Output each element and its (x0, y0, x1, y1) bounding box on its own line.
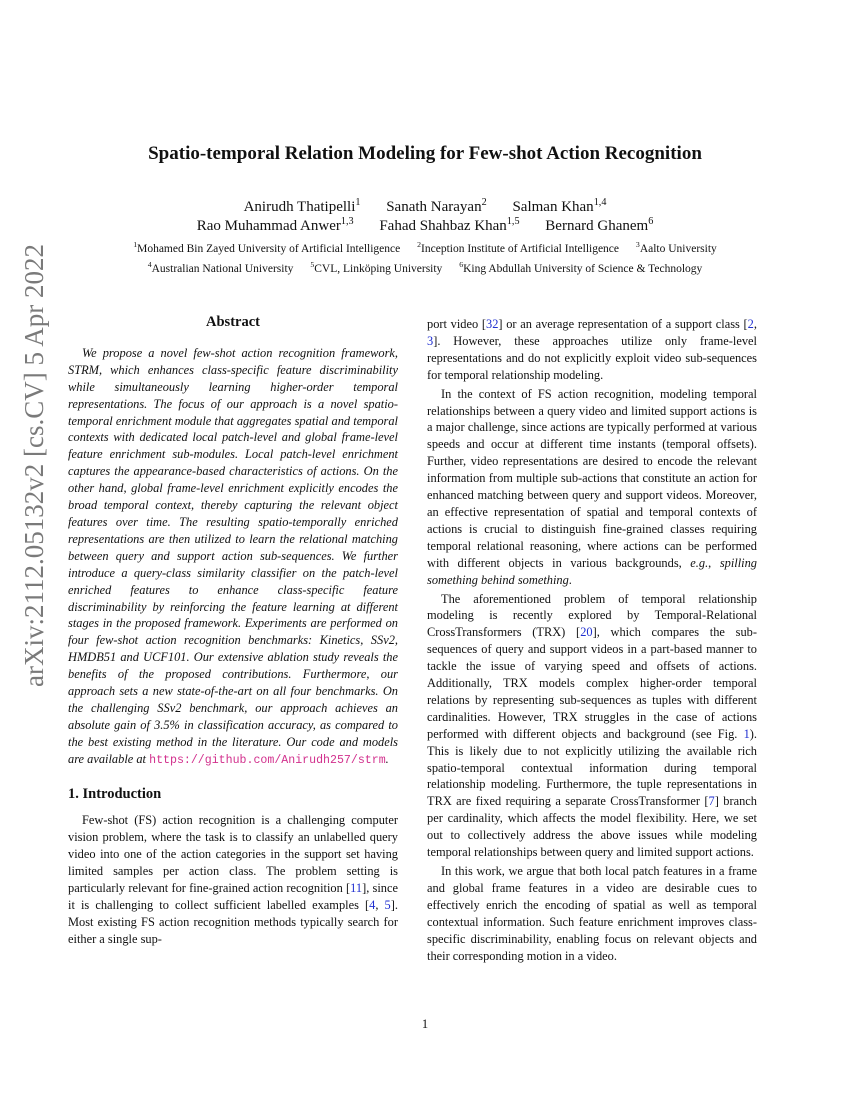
affiliation (133, 240, 401, 255)
author-name: Rao Muhammad Anwer (196, 218, 341, 234)
author (386, 199, 486, 215)
author (512, 199, 606, 215)
abstract-heading: Abstract (206, 314, 260, 330)
affiliation-mark: 5 (310, 260, 315, 270)
author-affiliation-mark: 2 (481, 197, 487, 208)
author-list (0, 198, 850, 236)
abstract-text (68, 345, 398, 770)
affiliation-mark: 3 (635, 240, 640, 250)
emphasis: e.g. (690, 555, 709, 570)
text-run: ]. Most existing FS action recognition methods typically search for either a single sup- (68, 898, 398, 946)
affiliation-name: Mohamed Bin Zayed University of Artificial Intelligence (137, 243, 401, 255)
affiliation-name: Australian National University (151, 263, 294, 275)
author (379, 218, 519, 234)
text-run: ], since it is challenging to collect sufficient labelled examples [ (68, 881, 398, 912)
text-run: ). This is likely due to not explicitly utilizing the available rich spatio-temporal contextual information during temporal relationship modeling. Furthermore, the tuple representations in TRX are fixed requiring a separate CrossTransformer [ (427, 726, 757, 809)
author-name: Fahad Shahbaz Khan (379, 218, 507, 234)
author (244, 199, 361, 215)
affiliation-name: CVL, Linköping University (314, 263, 443, 275)
author-name: Anirudh Thatipelli (243, 199, 356, 215)
arxiv-identifier: arXiv:2112.05132v2 [cs.CV] 5 Apr 2022 (19, 244, 49, 687)
intro-paragraph-1-continued (427, 316, 757, 384)
citation-link[interactable]: 7 (708, 794, 715, 809)
text-run: . (568, 572, 572, 587)
intro-paragraph-1 (68, 812, 398, 947)
text-run: In the context of FS action recognition, modeling temporal relationships between a query video and limited support actions is a major challenge, since actions are typically performed at various speeds and occur at different time instants (temporal offsets). Further, video representations are desired to encode the relevant information from multiple sub-actions that constitute an action for enhanced matching between query and support videos. Moreover, an effective representation of spatial and temporal contexts of actions is crucial to distinguish fine-grained classes requiring temporal relational reasoning, where actions can be performed with different objects in various backgrounds, (427, 386, 757, 570)
abstract-end: . (385, 751, 389, 766)
text-run: , (753, 317, 757, 331)
author-affiliation-mark: 1 (355, 197, 361, 208)
intro-paragraph-4: In this work, we argue that both local patch features in a frame and global frame features in a video are desirable cues to effectively enrich the encoding of spatial as well as temporal contextual information. Such feature enrichment improves class-specific discriminability, enabling focus on relevant objects and their corresponding motion in a video. (427, 864, 757, 963)
author-row-1 (0, 198, 850, 217)
author-name: Salman Khan (512, 199, 594, 215)
author-name: Sanath Narayan (386, 199, 482, 215)
citation-link[interactable]: 2 (747, 317, 754, 331)
page-number: 1 (421, 1017, 429, 1031)
text-run: ] branch per cardinality, which affects the model flexibility. Here, we set out to collectively address the above issues while modeling temporal relationships between query and limited support actions. (427, 794, 757, 860)
text-run: ] or an average representation of a support class [ (498, 317, 748, 331)
affiliation (459, 260, 703, 275)
affiliation (635, 240, 717, 255)
citation-link[interactable]: 32 (486, 317, 499, 331)
author-affiliation-mark: 1,5 (506, 216, 520, 227)
author-row-2 (0, 217, 850, 236)
text-run: Few-shot (FS) action recognition is a challenging computer vision problem, where the task is to classify an unlabelled query video into one of the action categories in the support set having limited samples per action class. The problem setting is particularly relevant for fine-grained action recognition [ (68, 813, 398, 896)
text-run: ], which compares the sub-sequences of query and support videos in a part-based manner to tackle the issue of varying speed and offsets of actions. Additionally, TRX models complex higher-order temporal relations by representing sub-sequences as tuples with different cardinalities. However, TRX struggles in the case of actions performed with different objects and background (see Fig. (427, 625, 757, 741)
affiliation-name: Inception Institute of Artificial Intelligence (421, 243, 620, 255)
text-run: , (375, 898, 385, 912)
code-url-link[interactable]: https://github.com/Anirudh257/strm (149, 753, 386, 767)
section-heading-introduction: 1. Introduction (68, 785, 162, 802)
intro-paragraph-3 (427, 591, 757, 862)
affiliation-row-2 (0, 259, 850, 279)
intro-paragraph-2 (427, 386, 757, 589)
affiliation-mark: 6 (459, 260, 464, 270)
citation-link[interactable]: 11 (350, 881, 363, 896)
affiliation-row-1 (0, 239, 850, 259)
citation-link[interactable]: 5 (384, 898, 391, 912)
paper-title: Spatio-temporal Relation Modeling for Few-shot Action Recognition (148, 143, 702, 164)
citation-link[interactable]: 3 (427, 333, 434, 348)
text-run: port video [ (427, 317, 486, 331)
affiliation-name: King Abdullah University of Science & Technology (463, 263, 703, 275)
author (545, 218, 653, 234)
citation-link[interactable]: 4 (369, 898, 376, 912)
text-run: ]. However, these approaches utilize only frame-level representations and do not explicitly exploit video sub-sequences for temporal relationship modeling. (427, 333, 757, 382)
figure-reference-link[interactable]: 1 (743, 726, 750, 741)
author-name: Bernard Ghanem (545, 218, 649, 234)
emphasis: spilling something behind something (427, 555, 757, 587)
text-run: The aforementioned problem of temporal relationship modeling is recently explored by Temporal-Relational CrossTransformers (TRX) [ (427, 591, 757, 640)
author-affiliation-mark: 1,4 (593, 197, 607, 208)
author-affiliation-mark: 1,3 (340, 216, 354, 227)
abstract-body: We propose a novel few-shot action recognition framework, STRM, which enhances class-specific feature discriminability while simultaneously learning higher-order temporal representations. The focus of our approach is a novel spatio-temporal enrichment module that aggregates spatial and temporal contexts with dedicated local patch-level and global frame-level feature enrichment sub-modules. Local patch-level enrichment captures the appearance-based characteristics of actions. On the other hand, global frame-level enrichment explicitly encodes the broad temporal context, thereby capturing the relevant object features over time. The resulting spatio-temporally enriched representations are then utilized to learn the relational matching between query and support action sub-sequences. We further introduce a query-class similarity classifier on the patch-level enriched features to enhance class-specific feature discriminability by reinforcing the feature learning at different stages in the proposed framework. Experiments are performed on four few-shot action recognition benchmarks: Kinetics, SSv2, HMDB51 and UCF101. Our extensive ablation study reveals the benefits of the proposed contributions. Furthermore, our approach sets a new state-of-the-art on all four benchmarks. On the challenging SSv2 benchmark, our approach achieves an absolute gain of 3.5% in classification accuracy, as compared to the best existing method in the literature. Our code and models are available at (68, 345, 398, 766)
citation-link[interactable]: 20 (580, 625, 593, 640)
affiliation-mark: 1 (133, 240, 138, 250)
affiliation-name: Aalto University (639, 243, 717, 255)
right-column (427, 316, 757, 966)
text-run: , (708, 555, 720, 570)
affiliation-mark: 4 (147, 260, 152, 270)
left-column (68, 314, 398, 950)
affiliation (147, 260, 294, 275)
affiliation-list (0, 239, 850, 279)
affiliation (417, 240, 620, 255)
affiliation (310, 260, 443, 275)
author (197, 218, 354, 234)
affiliation-mark: 2 (417, 240, 422, 250)
author-affiliation-mark: 6 (648, 216, 654, 227)
